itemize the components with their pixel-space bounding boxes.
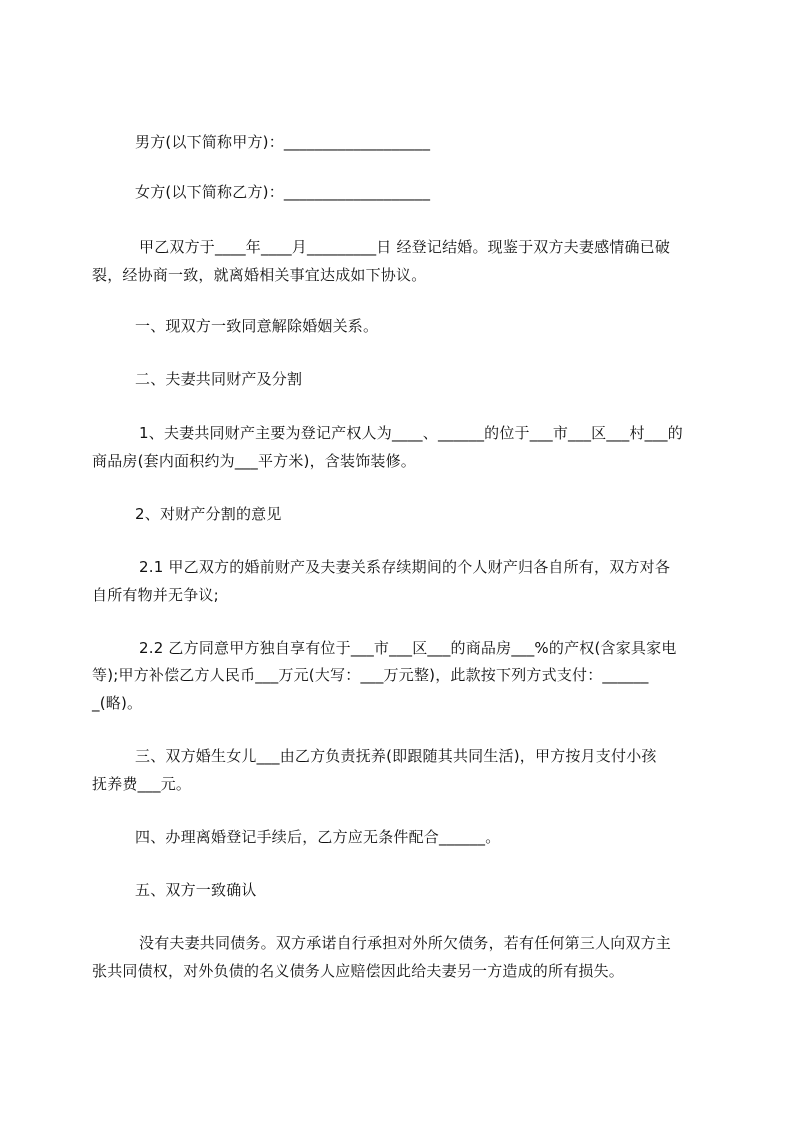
clause-5-heading: 五、双方一致确认 xyxy=(135,881,257,899)
clause-2-2-1-line-2: 自所有物并无争议; xyxy=(92,586,219,604)
clause-4: 四、办理离婚登记手续后，乙方应无条件配合______。 xyxy=(135,828,501,846)
clause-2-2-heading: 2、对财产分割的意见 xyxy=(135,505,282,523)
clause-2-1-line-2: 商品房(套内面积约为___平方米)，含装饰装修。 xyxy=(92,452,417,470)
clause-3-line-2: 抚养费___元。 xyxy=(92,775,192,793)
debt-statement-line-1: 没有夫妻共同债务。双方承诺自行承担对外所欠债务，若有任何第三人向双方主 xyxy=(139,934,672,952)
clause-2-2-2-line-3: _(略)。 xyxy=(92,694,143,712)
debt-statement-line-2: 张共同债权，对外负债的名义债务人应赔偿因此给夫妻另一方造成的所有损失。 xyxy=(92,962,625,980)
marriage-statement-line-1: 甲乙双方于____年____月_________日 经登记结婚。现鉴于双方夫妻感情确已破 xyxy=(139,238,671,256)
clause-2-heading: 二、夫妻共同财产及分割 xyxy=(135,370,303,388)
clause-1: 一、现双方一致同意解除婚姻关系。 xyxy=(135,317,379,335)
clause-2-2-2-line-1: 2.2 乙方同意甲方独自享有位于___市___区___的商品房___%的产权(含家具家电 xyxy=(139,639,677,657)
party-a-line: 男方(以下简称甲方)：___________________ xyxy=(135,133,431,151)
clause-2-1-line-1: 1、夫妻共同财产主要为登记产权人为____、______的位于___市___区___村___的 xyxy=(139,424,683,442)
clause-2-2-1-line-1: 2.1 甲乙双方的婚前财产及夫妻关系存续期间的个人财产归各自所有，双方对各 xyxy=(139,558,671,576)
marriage-statement-line-2: 裂，经协商一致，就离婚相关事宜达成如下协议。 xyxy=(92,266,427,284)
clause-2-2-2-line-2: 等);甲方补偿乙方人民币___万元(大写：___万元整)，此款按下列方式支付：______ xyxy=(92,666,649,684)
clause-3-line-1: 三、双方婚生女儿___由乙方负责抚养(即跟随其共同生活)，甲方按月支付小孩 xyxy=(135,747,657,765)
party-b-line: 女方(以下简称乙方)：___________________ xyxy=(135,183,431,201)
